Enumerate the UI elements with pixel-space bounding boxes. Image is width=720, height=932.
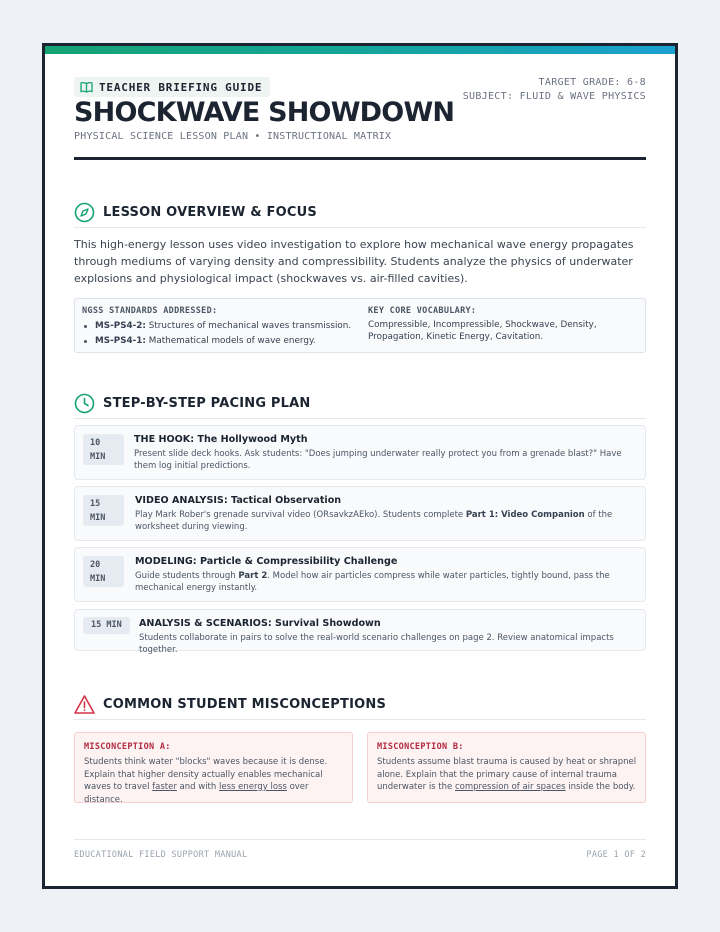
subject: SUBJECT: FLUID & WAVE PHYSICS xyxy=(462,91,646,102)
step-title: ANALYSIS & SCENARIOS: Survival Showdown xyxy=(139,618,381,629)
lesson-page xyxy=(42,43,678,889)
vocab-list: Compressible, Incompressible, Shockwave, Density, Propagation, Kinetic Energy, Cavitation. xyxy=(368,320,597,342)
misconception-card-a xyxy=(74,732,353,803)
warning-icon xyxy=(74,694,95,715)
pacing-step xyxy=(74,609,646,655)
footer-divider xyxy=(74,839,646,840)
header-divider xyxy=(74,157,646,160)
misconception-card-b xyxy=(367,732,646,803)
step-description: Students collaborate in pairs to solve the real-world scenario challenges on page 2. Review anatomical impacts together. xyxy=(139,633,614,655)
step-duration: 20 MIN xyxy=(83,556,124,587)
overview-heading: LESSON OVERVIEW & FOCUS xyxy=(103,205,317,220)
standards-box xyxy=(74,298,646,353)
step-duration: 15 MIN xyxy=(83,495,124,526)
book-icon xyxy=(80,81,93,93)
standard-item: MS-PS4-1: Mathematical models of wave energy. xyxy=(82,334,351,349)
step-description: Play Mark Rober's grenade survival video (ORsavkzAEko). Students complete Part 1: Video Companion of the worksheet during viewing. xyxy=(135,510,613,532)
step-duration: 10 MIN xyxy=(83,434,124,465)
standards-column xyxy=(82,306,351,349)
step-title: MODELING: Particle & Compressibility Challenge xyxy=(135,556,398,567)
target-grade: TARGET GRADE: 6-8 xyxy=(538,77,646,88)
pacing-step xyxy=(74,547,646,602)
standard-item: MS-PS4-2: Structures of mechanical waves transmission. xyxy=(82,319,351,334)
page-subtitle: PHYSICAL SCIENCE LESSON PLAN • INSTRUCTIONAL MATRIX xyxy=(74,131,392,142)
step-title: THE HOOK: The Hollywood Myth xyxy=(134,434,308,445)
pacing-section-header xyxy=(74,393,646,419)
standards-label: NGSS STANDARDS ADDRESSED: xyxy=(82,306,218,316)
compass-icon xyxy=(74,202,95,223)
misconception-label: MISCONCEPTION B: xyxy=(377,742,464,752)
page-title: SHOCKWAVE SHOWDOWN xyxy=(74,97,455,128)
misconceptions-section-header xyxy=(74,694,646,720)
step-description: Guide students through Part 2. Model how air particles compress while water particles, tightly bound, pass the mechanical energy instantly. xyxy=(135,571,610,593)
step-description: Present slide deck hooks. Ask students: "Does jumping underwater really protect you from a grenade blast?" Have them log initial predictions. xyxy=(134,449,622,471)
teacher-badge xyxy=(74,77,270,97)
vocab-label: KEY CORE VOCABULARY: xyxy=(368,306,477,316)
overview-section-header xyxy=(74,202,646,228)
pacing-step xyxy=(74,425,646,480)
pacing-heading: STEP-BY-STEP PACING PLAN xyxy=(103,396,311,411)
lesson-meta xyxy=(463,76,646,104)
misconception-text: Students assume blast trauma is caused by heat or shrapnel alone. Explain that the primary cause of internal trauma underwater is the compression of air spaces inside the body. xyxy=(377,757,637,792)
misconceptions-heading: COMMON STUDENT MISCONCEPTIONS xyxy=(103,697,387,712)
misconception-text: Students think water "blocks" waves because it is dense. Explain that higher density actually enables mechanical waves to travel faster and with less energy loss over distance. xyxy=(84,757,328,805)
footer-left: EDUCATIONAL FIELD SUPPORT MANUAL xyxy=(74,850,248,860)
page-number: PAGE 1 OF 2 xyxy=(586,850,646,860)
pacing-step xyxy=(74,486,646,541)
overview-paragraph: This high-energy lesson uses video investigation to explore how mechanical wave energy propagates through mediums of varying density and compressibility. Students analyze the physics of underwater explosions and physiological impact (shockwaves vs. air-filled cavities). xyxy=(74,238,634,285)
accent-bar xyxy=(45,46,675,54)
step-duration: 15 MIN xyxy=(83,617,130,634)
vocab-column xyxy=(368,306,618,343)
step-title: VIDEO ANALYSIS: Tactical Observation xyxy=(135,495,342,506)
clock-icon xyxy=(74,393,95,414)
badge-label: TEACHER BRIEFING GUIDE xyxy=(99,80,263,94)
standards-list xyxy=(82,319,351,349)
misconception-label: MISCONCEPTION A: xyxy=(84,742,171,752)
